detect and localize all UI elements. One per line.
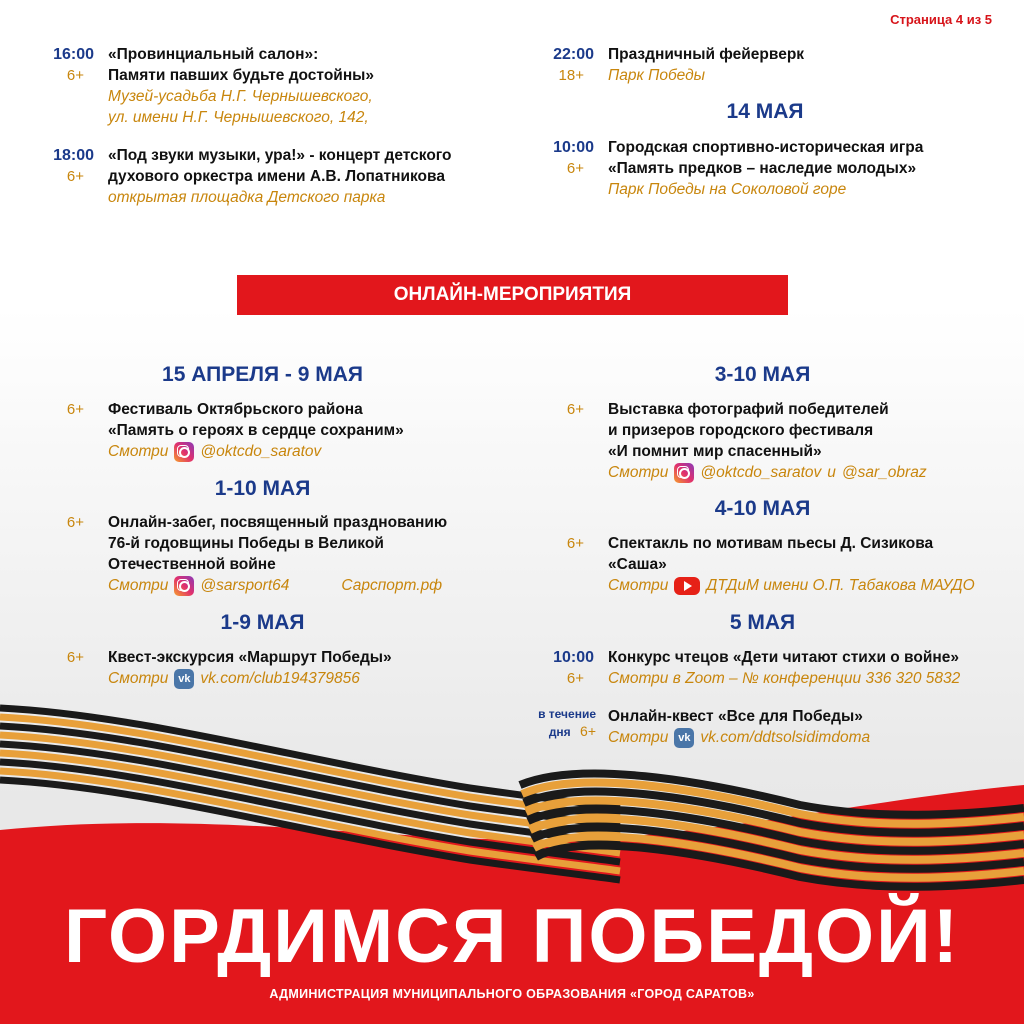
event-time: 18:00 — [53, 147, 94, 164]
website-link[interactable]: Сарспорт.рф — [341, 577, 443, 594]
age-rating: 6+ — [66, 401, 84, 418]
vk-link[interactable]: vk.com/club194379856 — [200, 670, 360, 687]
footer-administration: АДМИНИСТРАЦИЯ МУНИЦИПАЛЬНОГО ОБРАЗОВАНИЯ «ГОРОД САРАТОВ» — [269, 987, 755, 1001]
during-day-line1: в течение — [538, 707, 596, 721]
slogan: ГОРДИМСЯ ПОБЕДОЙ! — [63, 894, 961, 979]
event-title: Конкурс чтецов «Дети читают стихи о войне» — [608, 649, 959, 666]
event-time: 22:00 — [553, 46, 594, 63]
age-rating: 6+ — [66, 168, 84, 185]
event-place: Парк Победы — [608, 67, 706, 84]
event-title: Онлайн-квест «Все для Победы» — [608, 708, 863, 725]
instagram-link[interactable]: @oktcdo_saratov — [200, 443, 322, 460]
youtube-channel-link[interactable]: ДТДиМ имени О.П. Табакова МАУДО — [706, 577, 975, 594]
vk-icon: vk — [174, 669, 194, 689]
event-title: «Провинциальный салон»: Памяти павших будьте достойны» — [108, 46, 375, 84]
event-time: 16:00 — [53, 46, 94, 63]
instagram-icon — [174, 442, 194, 462]
event-title: Праздничный фейерверк — [608, 46, 805, 63]
date-header-14-may: 14 МАЯ — [726, 100, 804, 123]
event-title: Выставка фотографий победителей и призеров городского фестиваля «И помнит мир спасенный» — [608, 401, 889, 460]
watch-label: Смотри — [108, 670, 169, 687]
online-events-banner: ОНЛАЙН-МЕРОПРИЯТИЯ — [237, 275, 788, 315]
age-rating: 6+ — [566, 535, 584, 552]
watch-label: Смотри — [608, 464, 669, 481]
event-title: «Под звуки музыки, ура!» - концерт детского духового оркестра имени А.В. Лопатникова — [108, 147, 452, 185]
event-title: Спектакль по мотивам пьесы Д. Сизикова «Саша» — [608, 535, 934, 573]
event-title: Квест-экскурсия «Маршрут Победы» — [108, 649, 392, 666]
date-header: 3-10 МАЯ — [714, 363, 811, 386]
age-rating: 6+ — [566, 401, 584, 418]
event-place: Парк Победы на Соколовой горе — [608, 181, 847, 198]
vk-link[interactable]: vk.com/ddtsolsidimdoma — [700, 729, 871, 746]
event-title: Городская спортивно-историческая игра «Память предков – наследие молодых» — [608, 139, 924, 177]
age-rating: 6+ — [566, 670, 584, 687]
age-rating: 6+ — [66, 67, 84, 84]
page-number: Страница 4 из 5 — [890, 12, 992, 27]
event-time: 10:00 — [553, 139, 594, 156]
watch-label: Смотри — [108, 443, 169, 460]
zoom-info: Смотри в Zoom – № конференции 336 320 5832 — [608, 670, 961, 687]
instagram-link[interactable]: @sarsport64 — [200, 577, 290, 594]
date-header: 1-9 МАЯ — [220, 611, 305, 634]
date-header: 15 АПРЕЛЯ - 9 МАЯ — [162, 363, 363, 386]
and-label: и — [827, 464, 836, 481]
age-rating: 6+ — [66, 514, 84, 531]
age-rating: 6+ — [66, 649, 84, 666]
vk-icon: vk — [674, 728, 694, 748]
age-rating: 18+ — [558, 67, 584, 84]
date-header: 5 МАЯ — [729, 611, 796, 634]
instagram-icon — [174, 576, 194, 596]
instagram-link[interactable]: @oktcdo_saratov — [700, 464, 822, 481]
age-rating: 6+ — [580, 723, 596, 739]
watch-label: Смотри — [108, 577, 169, 594]
instagram-link-2[interactable]: @sar_obraz — [841, 464, 927, 481]
event-place: Музей-усадьба Н.Г. Чернышевского, ул. имени Н.Г. Чернышевского, 142, — [108, 88, 373, 126]
youtube-icon — [674, 577, 700, 595]
date-header: 4-10 МАЯ — [714, 497, 811, 520]
during-day-label — [530, 706, 596, 741]
event-time: 10:00 — [553, 649, 594, 666]
event-place: открытая площадка Детского парка — [108, 189, 386, 206]
event-title: Фестиваль Октябрьского района «Память о героях в сердце сохраним» — [108, 401, 404, 439]
event-title: Онлайн-забег, посвященный празднованию 76-й годовщины Победы в Великой Отечественной войне — [108, 514, 448, 573]
instagram-icon — [674, 463, 694, 483]
age-rating: 6+ — [566, 160, 584, 177]
during-day-line2: дня — [548, 725, 571, 739]
date-header: 1-10 МАЯ — [214, 477, 311, 500]
watch-label: Смотри — [608, 577, 669, 594]
watch-label: Смотри — [608, 729, 669, 746]
